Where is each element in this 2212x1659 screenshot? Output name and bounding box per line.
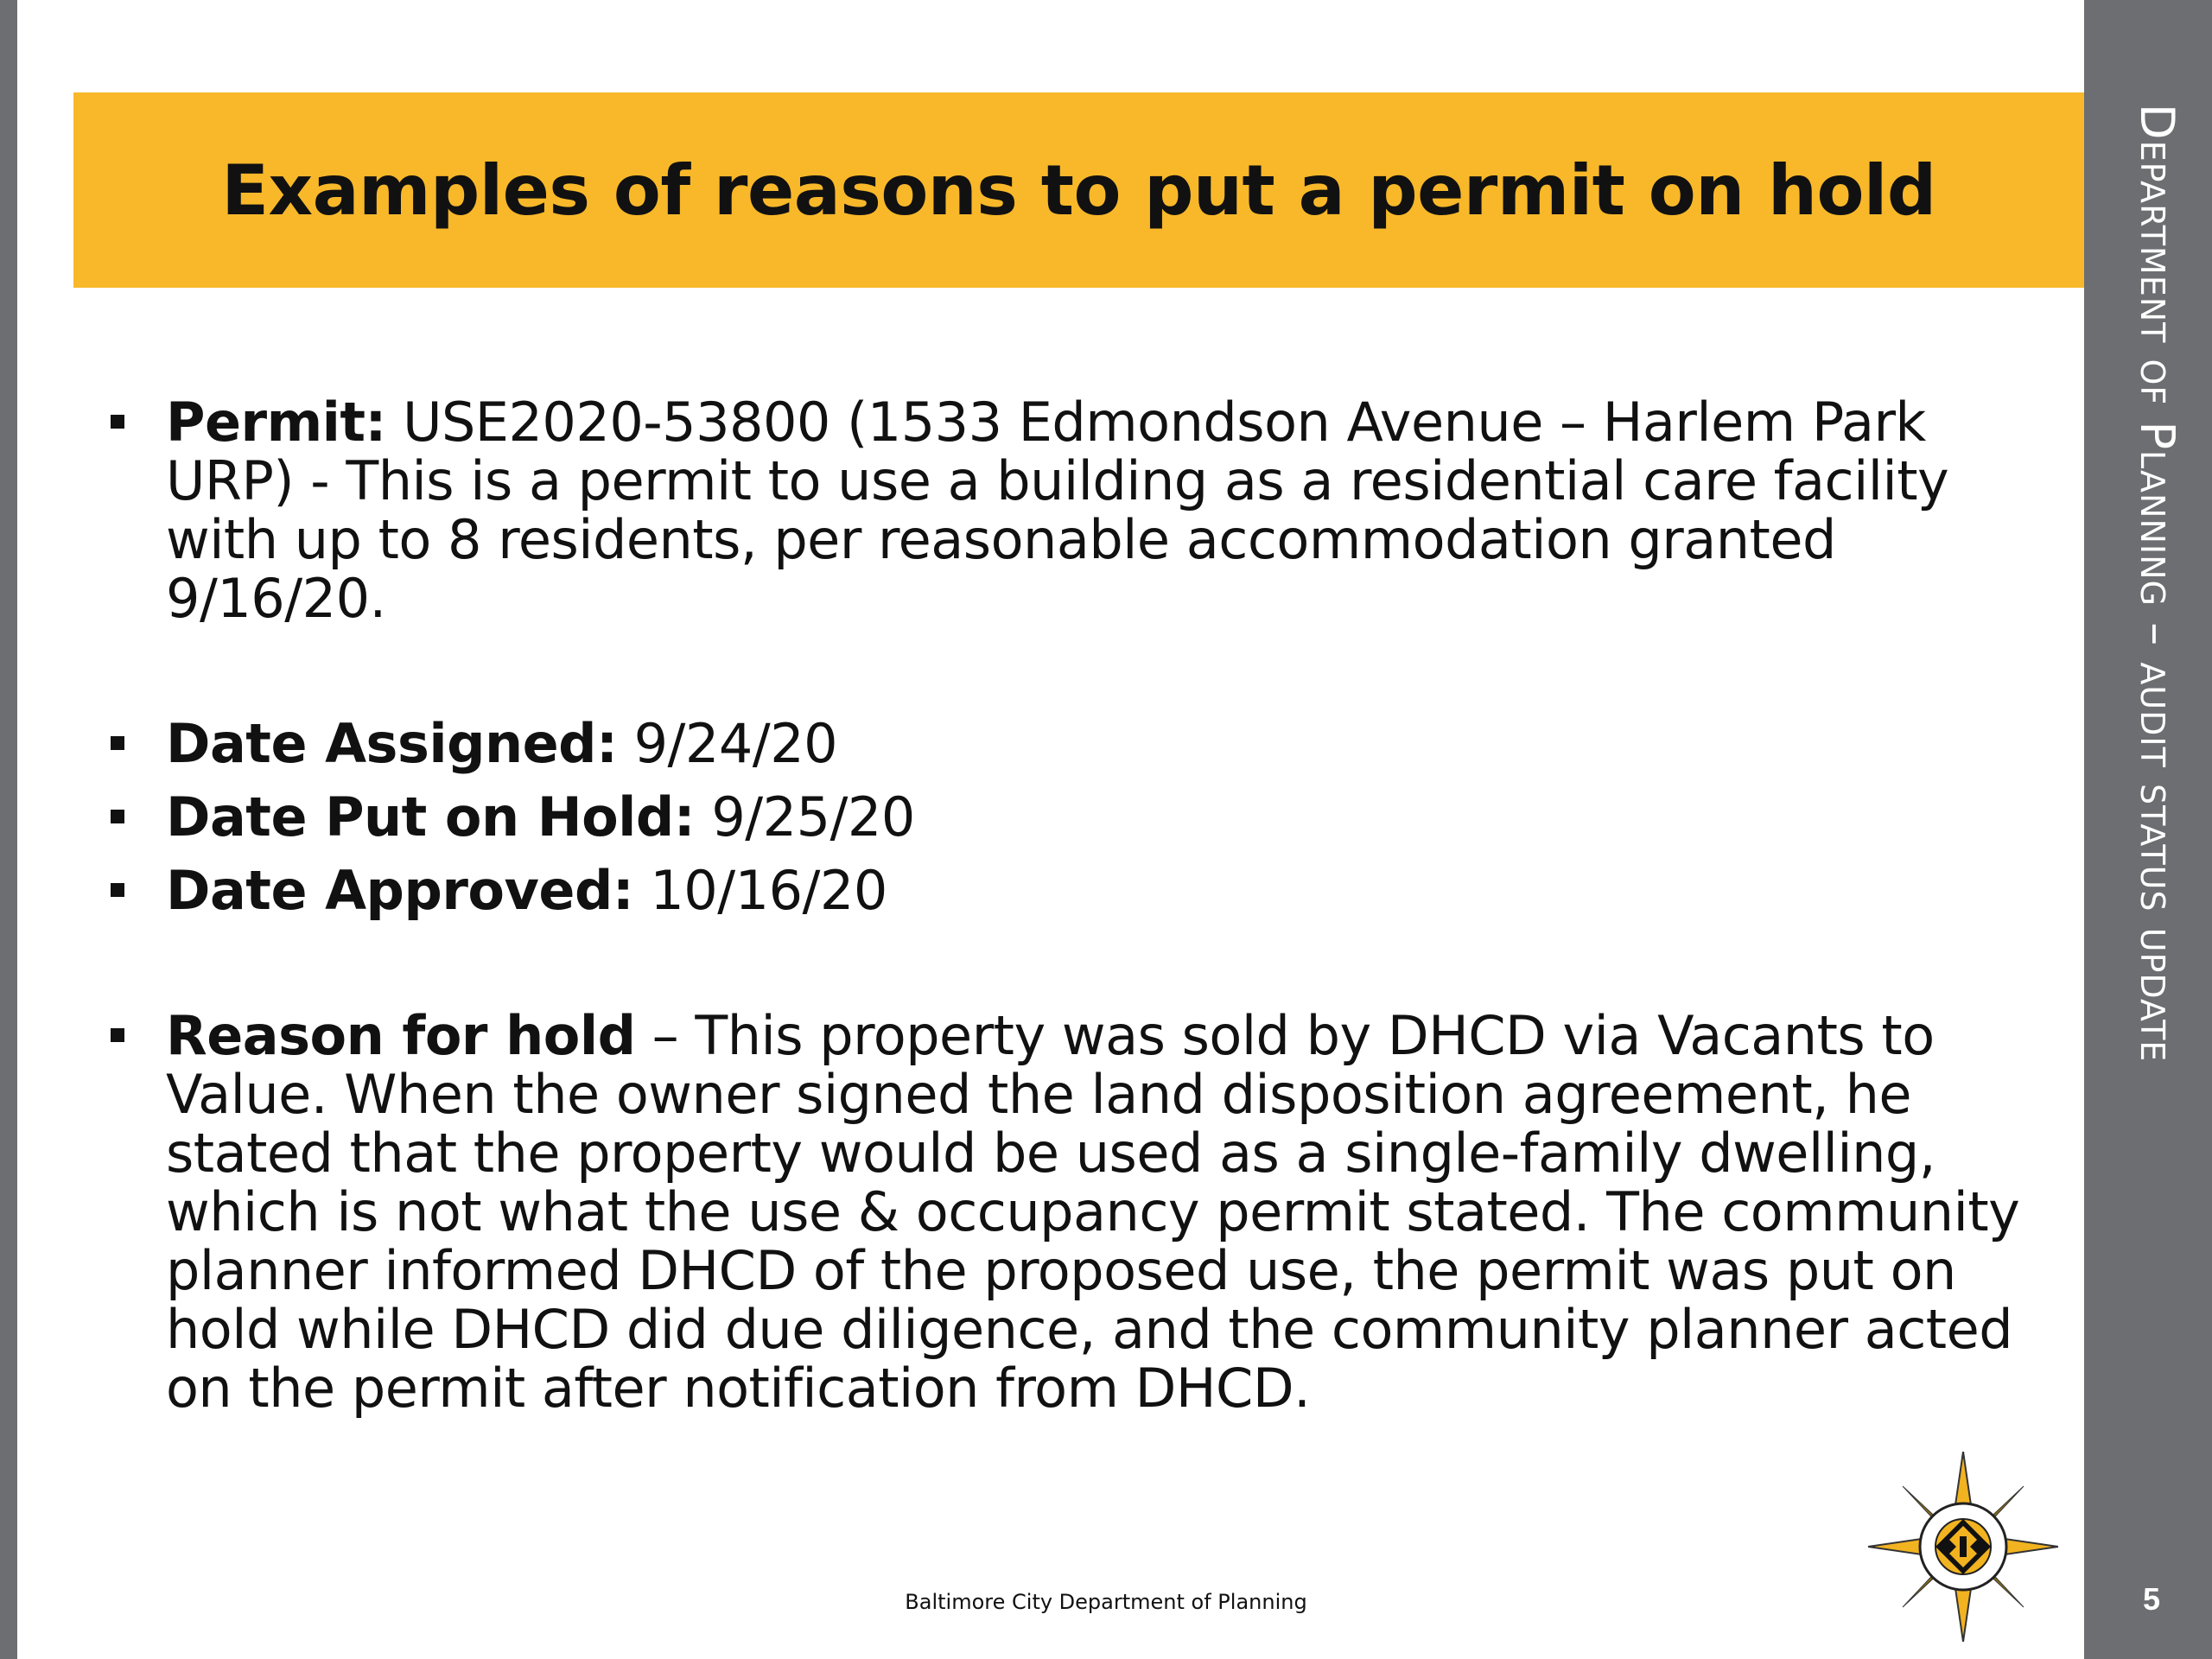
bullet-label: Date Assigned: — [166, 712, 618, 775]
bullet-date-approved — [104, 861, 2031, 920]
bullet-date-put-on-hold — [104, 785, 2031, 849]
bullet-text: 10/16/20 — [633, 859, 887, 922]
footer-text: Baltimore City Department of Planning — [905, 1590, 1307, 1614]
bullet-square-icon — [111, 1028, 124, 1042]
bullet-square-icon — [111, 415, 124, 429]
sidebar-title: Department of Planning – audit status update — [2130, 104, 2184, 1063]
bullet-square-icon — [111, 736, 124, 750]
bullet-label: Permit: — [166, 391, 386, 454]
bullet-label: Reason for hold — [166, 1004, 636, 1067]
bullet-text: USE2020-53800 (1533 Edmondson Avenue – Harlem Park URP) - This is a permit to use a building as a residential care facility with up to 8 residents, per reasonable accommodation granted 9/16/20. — [166, 391, 1949, 630]
bullet-permit — [104, 393, 2031, 628]
bullet-reason-for-hold — [104, 1004, 2031, 1420]
bullet-text: – This property was sold by DHCD via Vacants to Value. When the owner signed the land disposition agreement, he stated that the property would be used as a single-family dwelling, which is not what the use & occupancy permit stated. The community planner informed DHCD of the proposed use, the permit was put on hold while DHCD did due diligence, and the community planner acted on the permit after notification from DHCD. — [166, 1004, 2020, 1420]
title-band — [73, 92, 2084, 288]
bullet-label: Date Approved: — [166, 859, 634, 922]
left-edge-bar — [0, 0, 17, 1659]
page-number: 5 — [2142, 1581, 2161, 1617]
slide-title: Examples of reasons to put a permit on hold — [221, 149, 1936, 231]
bullet-square-icon — [111, 810, 124, 823]
bullet-text: 9/25/20 — [695, 785, 915, 849]
planning-seal-icon — [1868, 1452, 2058, 1642]
slide-content — [104, 393, 2031, 1418]
bullet-date-assigned — [104, 712, 2031, 775]
bullet-text: 9/24/20 — [617, 712, 838, 775]
bullet-label: Date Put on Hold: — [166, 785, 696, 849]
bullet-list — [104, 393, 2031, 1418]
bullet-square-icon — [111, 883, 124, 897]
